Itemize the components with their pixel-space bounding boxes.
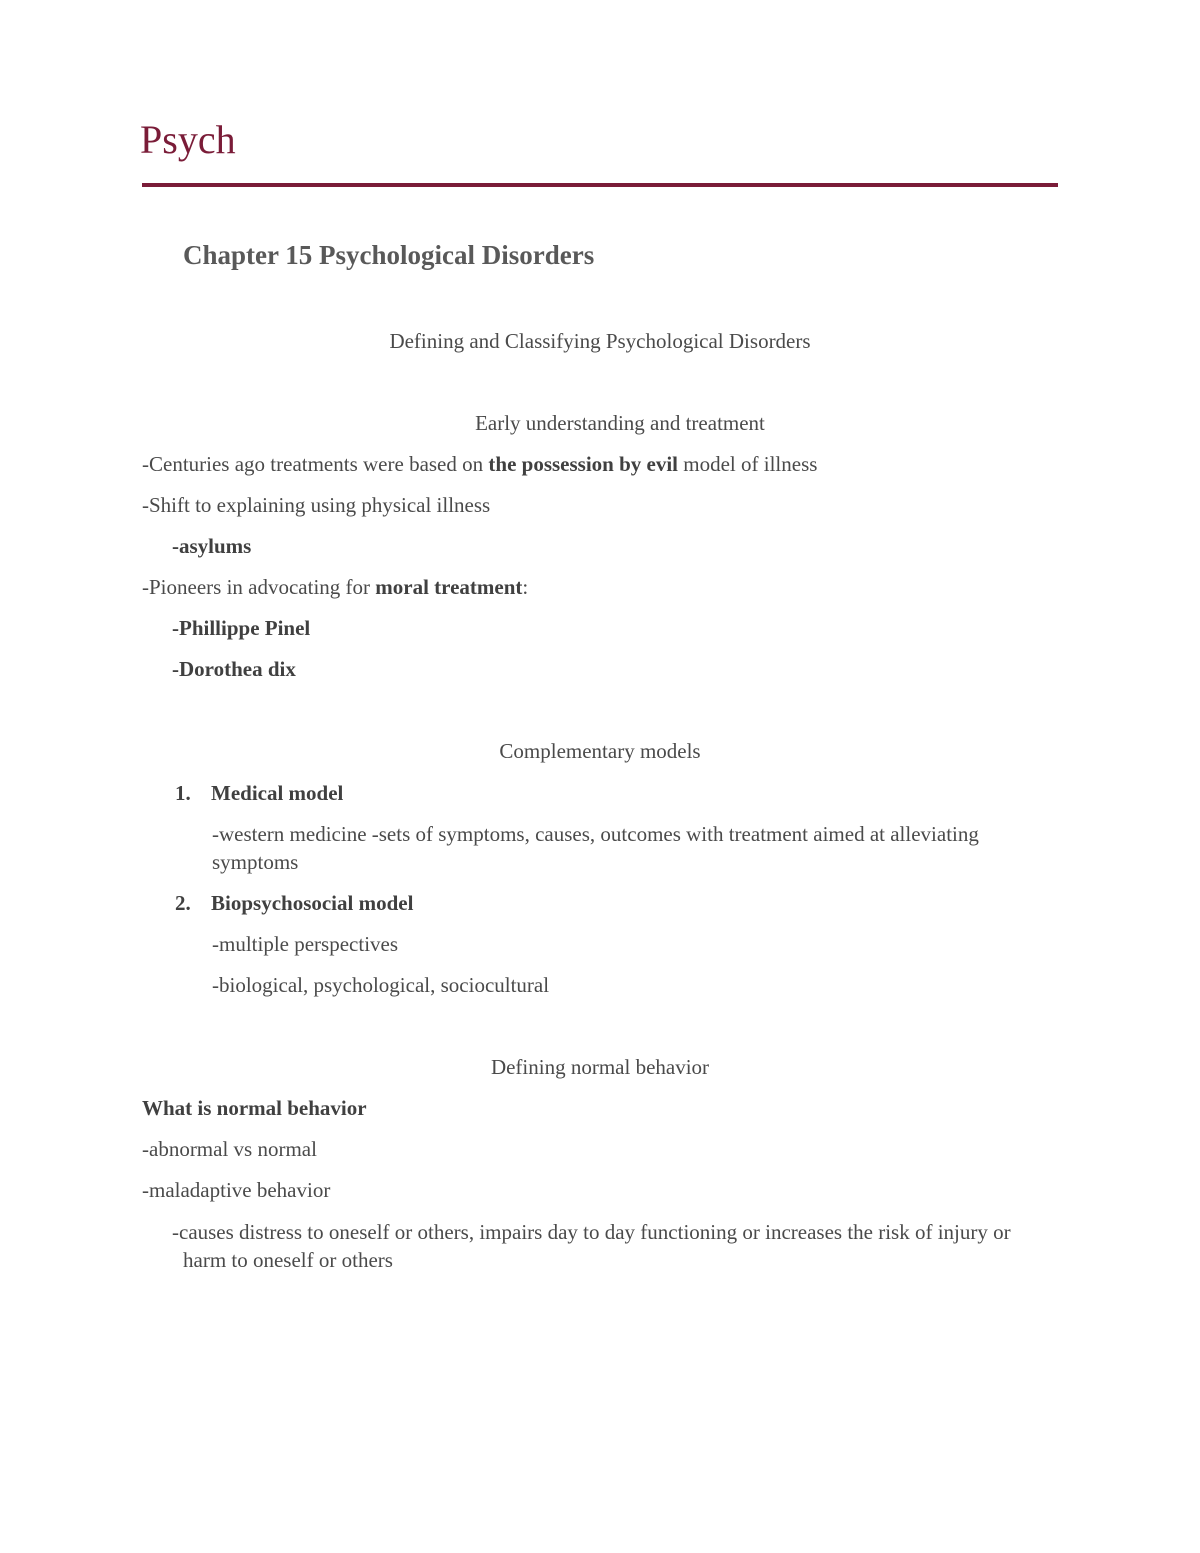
early-line-1-prefix: -Centuries ago treatments were based on bbox=[142, 452, 489, 476]
early-line-3-suffix: : bbox=[522, 575, 529, 599]
model-detail: -multiple perspectives bbox=[212, 932, 399, 956]
pioneer-pinel: -Phillippe Pinel bbox=[172, 616, 311, 640]
model-title: Biopsychosocial model bbox=[211, 891, 414, 915]
normal-question: What is normal behavior bbox=[142, 1096, 367, 1120]
early-line-3 bbox=[142, 573, 528, 601]
early-line-3-prefix: -Pioneers in advocating for bbox=[142, 575, 376, 599]
model-number: 1. bbox=[175, 781, 191, 805]
pioneer-dix: -Dorothea dix bbox=[172, 657, 296, 681]
normal-line-3-text: -causes distress to oneself or others, impairs day to day functioning or increases the risk of injury or harm to oneself or others bbox=[172, 1220, 1011, 1272]
early-line-2: -Shift to explaining using physical illness bbox=[142, 493, 491, 517]
document-title: Psych bbox=[140, 117, 236, 162]
early-line-1-bold: the possession by evil bbox=[488, 452, 679, 476]
normal-line-2: -maladaptive behavior bbox=[142, 1178, 331, 1202]
models-heading: Complementary models bbox=[499, 739, 701, 763]
asylums-item: -asylums bbox=[172, 534, 252, 558]
model-detail: -biological, psychological, sociocultural bbox=[212, 973, 550, 997]
normal-line-3 bbox=[172, 1218, 1053, 1274]
model-detail: -western medicine -sets of symptoms, causes, outcomes with treatment aimed at alleviating symptoms bbox=[212, 822, 979, 874]
chapter-title: Chapter 15 Psychological Disorders bbox=[183, 240, 595, 270]
model-item bbox=[175, 889, 413, 917]
early-line-1 bbox=[142, 450, 817, 478]
model-title: Medical model bbox=[211, 781, 344, 805]
section-heading: Defining and Classifying Psychological Disorders bbox=[389, 329, 811, 353]
normal-line-1: -abnormal vs normal bbox=[142, 1137, 317, 1161]
model-number: 2. bbox=[175, 891, 191, 915]
title-divider bbox=[142, 183, 1058, 187]
early-line-1-suffix: model of illness bbox=[678, 452, 818, 476]
early-line-3-bold: moral treatment bbox=[375, 575, 523, 599]
model-item bbox=[175, 779, 343, 807]
early-heading: Early understanding and treatment bbox=[475, 411, 765, 435]
normal-heading: Defining normal behavior bbox=[490, 1055, 710, 1079]
